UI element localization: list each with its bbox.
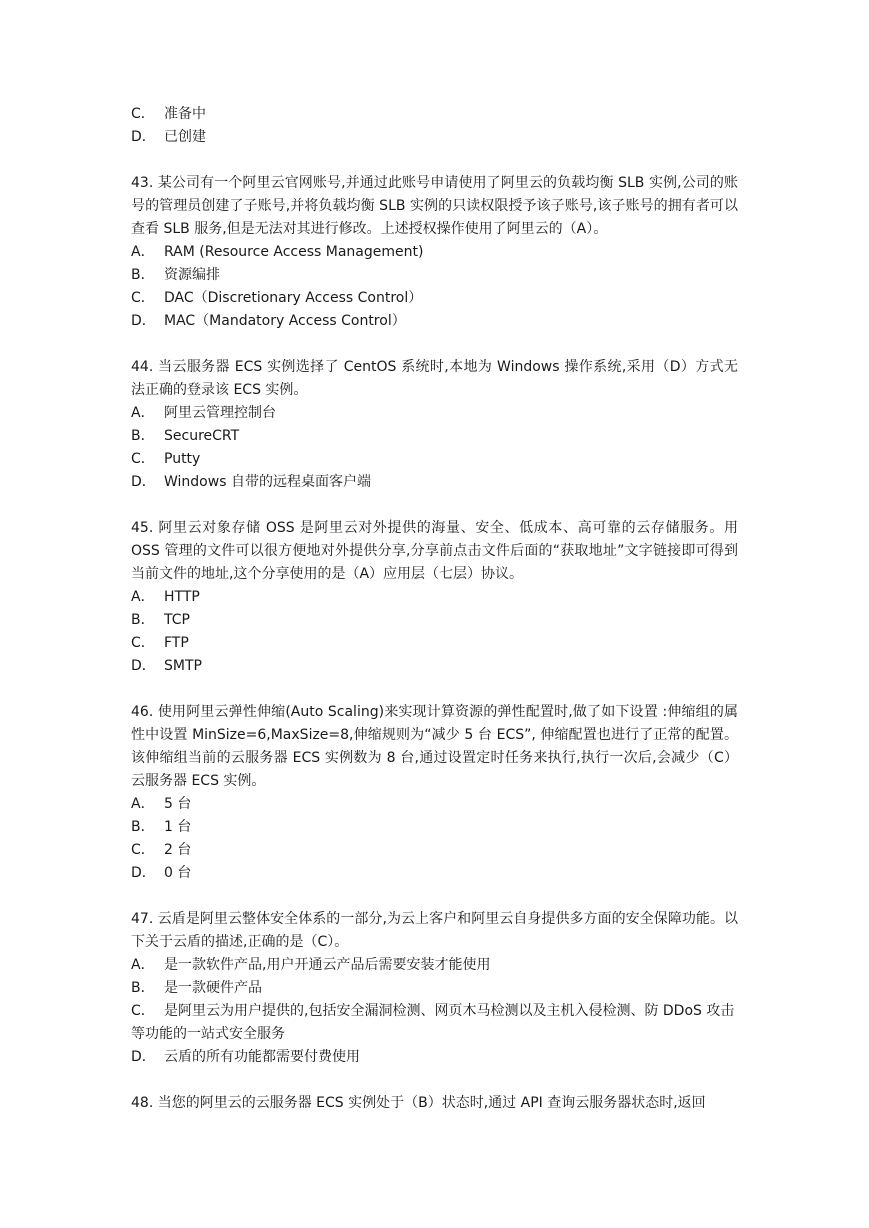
option-d: D． MAC（Mandatory Access Control） bbox=[131, 313, 406, 329]
option-c: C． 2 台 bbox=[131, 842, 192, 858]
document-page bbox=[131, 103, 738, 1115]
option-c: C． DAC（Discretionary Access Control） bbox=[131, 290, 423, 306]
option-a: A． 阿里云管理控制台 bbox=[131, 405, 276, 421]
option-b: B． 是一款硬件产品 bbox=[131, 980, 262, 996]
question-44 bbox=[131, 356, 738, 494]
question-46 bbox=[131, 701, 738, 885]
option-d: D． 云盾的所有功能都需要付费使用 bbox=[131, 1049, 360, 1065]
question-45 bbox=[131, 517, 738, 678]
question-stem: 46. 使用阿里云弹性伸缩(Auto Scaling)来实现计算资源的弹性配置时,做了如下设置 :伸缩组的属性中设置 MinSize=6,MaxSize=8,伸缩规则为“减少 5 台 ECS”, 伸缩配置也进行了正常的配置。该伸缩组当前的云服务器 ECS 实例数为 8 台,通过设置定时任务来执行,执行一次后,会减少（C）云服务器 ECS 实例。 bbox=[131, 704, 738, 789]
option-c: C． Putty bbox=[131, 451, 201, 467]
question-stem: 47. 云盾是阿里云整体安全体系的一部分,为云上客户和阿里云自身提供多方面的安全保障功能。以下关于云盾的描述,正确的是（C）。 bbox=[131, 911, 738, 950]
question-stem: 45. 阿里云对象存储 OSS 是阿里云对外提供的海量、安全、低成本、高可靠的云存储服务。用 OSS 管理的文件可以很方便地对外提供分享,分享前点击文件后面的“获取地址”文字链接即可得到当前文件的地址,这个分享使用的是（A）应用层（七层）协议。 bbox=[131, 520, 738, 582]
option-c: C． FTP bbox=[131, 635, 189, 651]
option-b: B． 1 台 bbox=[131, 819, 192, 835]
option-d: D． SMTP bbox=[131, 658, 202, 674]
question-47 bbox=[131, 908, 738, 1069]
option-d: D． 已创建 bbox=[131, 129, 206, 145]
option-c: C． 准备中 bbox=[131, 106, 206, 122]
question-stem: 44. 当云服务器 ECS 实例选择了 CentOS 系统时,本地为 Windows 操作系统,采用（D）方式无法正确的登录该 ECS 实例。 bbox=[131, 359, 738, 398]
option-d: D． Windows 自带的远程桌面客户端 bbox=[131, 474, 371, 490]
option-a: A． 5 台 bbox=[131, 796, 192, 812]
option-b: B． TCP bbox=[131, 612, 190, 628]
option-c: C． 是阿里云为用户提供的,包括安全漏洞检测、网页木马检测以及主机入侵检测、防 DDoS 攻击等功能的一站式安全服务 bbox=[131, 1003, 735, 1042]
question-stem: 43. 某公司有一个阿里云官网账号,并通过此账号申请使用了阿里云的负载均衡 SLB 实例,公司的账号的管理员创建了子账号,并将负载均衡 SLB 实例的只读权限授予该子账号,该子账号的拥有者可以查看 SLB 服务,但是无法对其进行修改。上述授权操作使用了阿里云的（A）。 bbox=[131, 175, 738, 237]
option-a: A． HTTP bbox=[131, 589, 200, 605]
question-48-stem: 48. 当您的阿里云的云服务器 ECS 实例处于（B）状态时,通过 API 查询云服务器状态时,返回 bbox=[131, 1095, 706, 1111]
option-d: D． 0 台 bbox=[131, 865, 192, 881]
option-a: A． 是一款软件产品,用户开通云产品后需要安装才能使用 bbox=[131, 957, 491, 973]
option-a: A． RAM (Resource Access Management) bbox=[131, 244, 424, 260]
option-b: B． SecureCRT bbox=[131, 428, 240, 444]
question-43 bbox=[131, 172, 738, 333]
option-b: B． 资源编排 bbox=[131, 267, 220, 283]
